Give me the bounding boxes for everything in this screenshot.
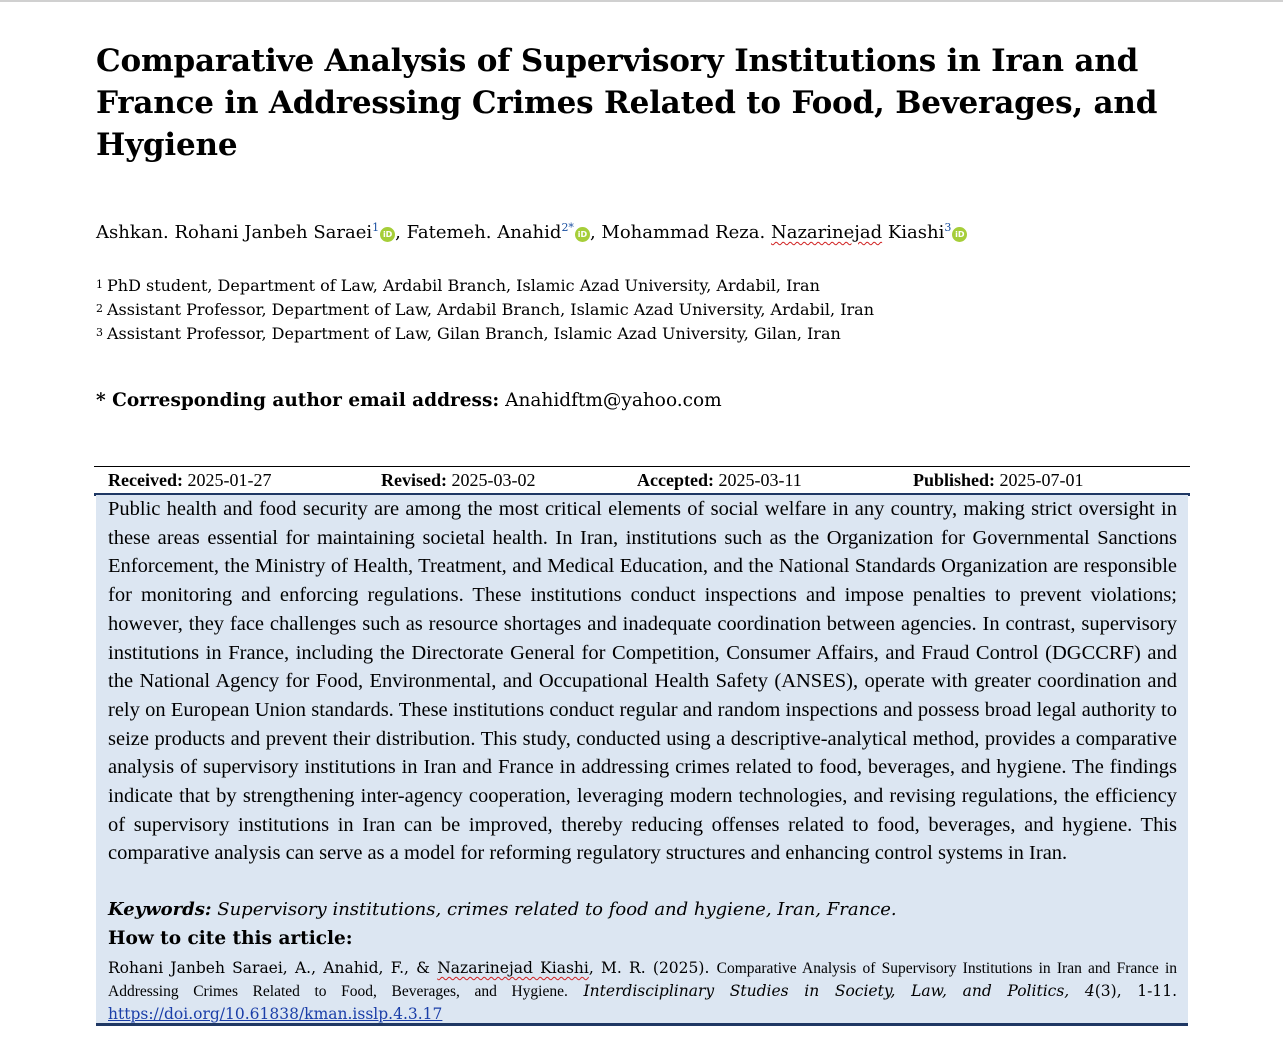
author-name-part: Mohammad Reza. bbox=[601, 222, 771, 243]
spellcheck-word: Nazarinejad bbox=[770, 222, 883, 243]
citation-year: , M. R. (2025). bbox=[588, 959, 717, 977]
citation-title: Comparative Analysis of Supervisory Institutions in Iran and France in Addressing Crimes Related to Food, Beverages, and Hygiene. bbox=[108, 960, 1178, 1000]
keywords-label: Keywords: bbox=[108, 899, 212, 920]
published-label: Published: bbox=[913, 470, 996, 490]
corresponding-email[interactable]: Anahidftm@yahoo.com bbox=[505, 390, 722, 411]
corresponding-label: * Corresponding author email address bbox=[96, 390, 493, 411]
received-value: 2025-01-27 bbox=[187, 470, 272, 490]
affiliation-text: PhD student, Department of Law, Ardabil Branch, Islamic Azad University, Ardabil, Iran bbox=[107, 276, 820, 295]
received-date bbox=[108, 467, 271, 493]
citation-journal: Interdisciplinary Studies in Society, Law, and Politics, 4 bbox=[583, 982, 1095, 1000]
affiliation-item bbox=[96, 321, 874, 345]
dates-bar bbox=[94, 466, 1190, 496]
affiliation-number: 2 bbox=[96, 302, 103, 315]
affiliation-item bbox=[96, 297, 874, 321]
published-date bbox=[913, 467, 1084, 493]
affiliation-item bbox=[96, 273, 874, 297]
orcid-icon[interactable]: iD bbox=[575, 227, 590, 242]
abstract-box bbox=[96, 495, 1188, 1026]
spellcheck-word: Nazarinejad Kiashi bbox=[437, 959, 589, 977]
affiliation-number: 3 bbox=[96, 326, 103, 339]
revised-date bbox=[381, 467, 536, 493]
abstract-text: Public health and food security are among the most critical elements of social welfare in any country, making strict oversight in these areas essential for maintaining societal health. In Iran, institutions such as the Organization for Governmental Sanctions Enforcement, the Ministry of Health, Treatment, and Medical Education, and the National Standards Organization are responsible for monitoring and enforcing regulations. These institutions conduct inspections and impose penalties to prevent violations; however, they face challenges such as resource shortages and inadequate coordination between agencies. In contrast, supervisory institutions in France, including the Directorate General for Competition, Consumer Affairs, and Fraud Control (DGCCRF) and the National Agency for Food, Environmental, and Occupational Health Safety (ANSES), operate with greater coordination and rely on European Union standards. These institutions conduct regular and random inspections and possess broad legal authority to seize products and prevent their distribution. This study, conducted using a descriptive-analytical method, provides a comparative analysis of supervisory institutions in Iran and France in addressing crimes related to food, beverages, and hygiene. The findings indicate that by strengthening inter-agency cooperation, leveraging modern technologies, and revising regulations, the efficiency of supervisory institutions in Iran can be improved, thereby reducing offenses related to food, beverages, and hygiene. This comparative analysis can serve as a model for reforming regulatory structures and enhancing control systems in Iran. bbox=[108, 498, 1177, 865]
paper-title: Comparative Analysis of Supervisory Institutions in Iran and France in Addressing Crimes Related to Food, Beverages, and Hygiene bbox=[96, 43, 1158, 163]
author-affiliation-sup: 2* bbox=[561, 221, 574, 234]
cite-heading: How to cite this article: bbox=[108, 928, 353, 949]
affiliation-text: Assistant Professor, Department of Law, Gilan Branch, Islamic Azad University, Gilan, Iran bbox=[107, 324, 841, 343]
accepted-date bbox=[637, 467, 802, 493]
revised-value: 2025-03-02 bbox=[451, 470, 536, 490]
affiliation-text: Assistant Professor, Department of Law, Ardabil Branch, Islamic Azad University, Ardabil, Iran bbox=[107, 300, 874, 319]
citation bbox=[108, 957, 1177, 1026]
author-name: Fatemeh. Anahid bbox=[406, 222, 562, 243]
doi-link[interactable]: https://doi.org/10.61838/kman.isslp.4.3.17 bbox=[108, 1005, 443, 1023]
author-name bbox=[601, 222, 944, 243]
citation-authors: Rohani Janbeh Saraei, A., Anahid, F., & bbox=[108, 959, 438, 977]
corresponding-author: * Corresponding author email address: Anahidftm@yahoo.com bbox=[96, 390, 722, 411]
author-affiliation-sup: 1 bbox=[372, 221, 380, 234]
keywords bbox=[108, 897, 1177, 923]
affiliation-number: 1 bbox=[96, 278, 103, 291]
author-line: Ashkan. Rohani Janbeh Saraei$^1$iD , Fatemeh. Anahid$^{2*}$iD , Mohammad Reza. Nazarinejad Kiashi$^3$iD bbox=[96, 220, 967, 246]
orcid-icon[interactable]: iD bbox=[380, 227, 395, 242]
page-top-border bbox=[0, 0, 1283, 2]
author-name: Ashkan. Rohani Janbeh Saraei bbox=[96, 222, 373, 243]
affiliations bbox=[96, 273, 874, 345]
citation-issue: (3), 1-11. bbox=[1094, 982, 1178, 1000]
author-name-part: Kiashi bbox=[882, 222, 945, 243]
orcid-icon[interactable]: iD bbox=[952, 227, 967, 242]
received-label: Received: bbox=[108, 470, 183, 490]
revised-label: Revised: bbox=[381, 470, 447, 490]
author-affiliation-sup: 3 bbox=[944, 221, 952, 234]
accepted-label: Accepted: bbox=[637, 470, 714, 490]
published-value: 2025-07-01 bbox=[999, 470, 1084, 490]
keywords-text: Supervisory institutions, crimes related to food and hygiene, Iran, France. bbox=[217, 899, 897, 920]
accepted-value: 2025-03-11 bbox=[718, 470, 802, 490]
